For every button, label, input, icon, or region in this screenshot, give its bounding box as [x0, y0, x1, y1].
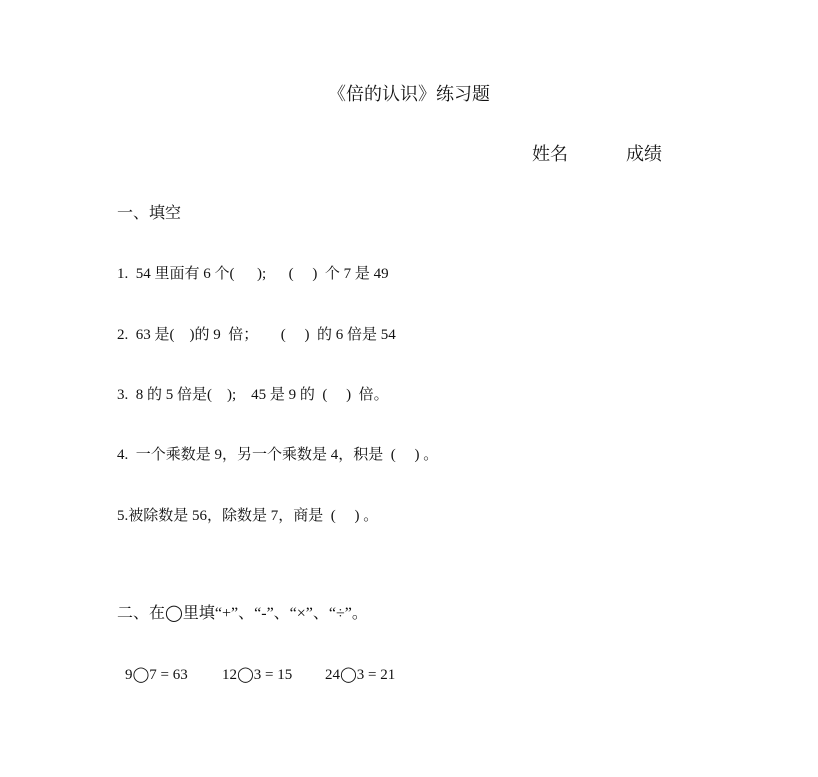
operation-item-2: 12◯3 = 15 [222, 667, 293, 683]
section2-heading: 二、在◯里填“+”、“-”、“×”、“÷”。 [117, 605, 368, 622]
score-label: 成绩 [626, 144, 662, 164]
section1-heading: 一、填空 [117, 205, 182, 222]
document-title: 《倍的认识》练习题 [328, 84, 490, 104]
operation-item-1: 9◯7 = 63 [125, 667, 188, 683]
operation-item-3: 24◯3 = 21 [325, 667, 396, 683]
name-label: 姓名 [532, 144, 568, 164]
question-4: 4. 一个乘数是 9，另一个乘数是 4，积是 ( ) 。 [117, 447, 439, 463]
question-3: 3. 8 的 5 倍是( ); 45 是 9 的 ( ) 倍。 [117, 387, 389, 403]
question-5: 5.被除数是 56，除数是 7，商是 ( ) 。 [117, 508, 379, 524]
question-1: 1. 54 里面有 6 个( ); ( ) 个 7 是 49 [117, 266, 389, 282]
question-2: 2. 63 是( )的 9 倍； ( ) 的 6 倍是 54 [117, 327, 396, 343]
